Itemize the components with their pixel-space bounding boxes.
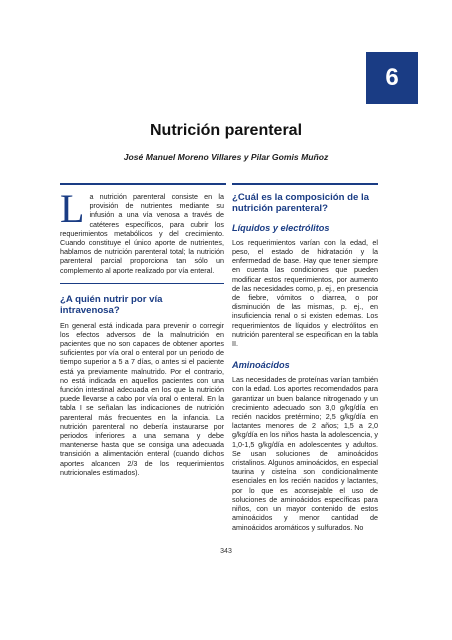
text-fluids: Los requerimientos varían con la edad, el peso, el estado de hidratación y la enfermedad de base. Hay que tener siempre en cuenta las condiciones que pueden modificar estos requerimientos, por aumento de las necesidades como, p. ej., en presencia de fiebre, vómitos o diarrea, o por disminución de las mismas, p. ej., en insuficiencia renal o si existen edemas. Los requerimientos de líquidos y electrólitos en nutrición parenteral se especifican en la tabla II. bbox=[232, 237, 378, 349]
intro-paragraph bbox=[60, 186, 224, 275]
subheading-fluids: Líquidos y electrólitos bbox=[232, 222, 330, 233]
section-divider bbox=[60, 283, 224, 284]
chapter-number-badge: 6 bbox=[366, 52, 418, 104]
text-amino-acids: Las necesidades de proteínas varían también con la edad. Los aportes recomendados para garantizar un buen balance nitrogenado y un crecimiento adecuado son 3,0 g/kg/día en recién nacidos pretérmino; 2,5 g/kg/día en lactantes menores de 2 años; 1,5 a 2,0 g/kg/día en los niños hasta la adolescencia, y 1,0-1,5 g/kg/día en adolescentes y adultos. Se usan soluciones de aminoácidos cristalinos. Algunos aminoácidos, en especial taurina y cisteína son condicionalmente esenciales en los recién nacidos y lactantes, por lo que es aconsejable el uso de soluciones de aminoácidos específicas para niños, con un mayor contenido de estos aminoácidos y menor cantidad de aminoácidos aromáticos y sulfurados. No bbox=[232, 375, 378, 532]
intro-text: a nutrición parenteral consiste en la provisión de nutrientes mediante su infusión a una vía venosa a través de catéteres específicos, para cubrir los requerimientos metabólicos y del crecimiento. Cuando constituye el único aporte de nutrientes, hablamos de nutrición parenteral total; la nutrición parenteral parcial proporciona tan sólo un complemento al aporte realizado por vía enteral. bbox=[60, 192, 224, 275]
page-number: 343 bbox=[220, 548, 232, 555]
authors-line: José Manuel Moreno Villares y Pilar Gomis Muñoz bbox=[123, 152, 329, 162]
section-heading-composition: ¿Cuál es la composición de la nutrición parenteral? bbox=[232, 192, 370, 215]
drop-cap: L bbox=[60, 186, 85, 231]
section-heading-who: ¿A quién nutrir por vía intravenosa? bbox=[60, 293, 163, 317]
left-column-rule bbox=[60, 183, 226, 185]
right-column-rule bbox=[232, 183, 378, 185]
left-column bbox=[60, 186, 224, 477]
right-column bbox=[232, 192, 378, 532]
page-title: Nutrición parenteral bbox=[149, 122, 303, 139]
subheading-amino-acids: Aminoácidos bbox=[232, 360, 290, 371]
section-text-who: En general está indicada para prevenir o corregir los efectos adversos de la malnutrición en pacientes que no son capaces de obtener aportes suficientes por vía oral o enteral por un periodo de tiempo superior a 5 a 7 días, o antes si el paciente está ya previamente malnutrido. Por el contrario, no está indicada en aquellos pacientes con una función intestinal adecuada en los que la nutrición puede llevarse a cabo por vía oral o enteral. En la tabla I se señalan las indicaciones de nutrición parenteral más frecuentes en la infancia. La nutrición parenteral no debería instaurarse por periodos inferiores a una semana y debe mantenerse hasta que se consiga una adecuada transición a alimentación enteral (cuando dichos aportes alcancen 2/3 de los requerimientos nutricionales estimados). bbox=[60, 320, 224, 477]
